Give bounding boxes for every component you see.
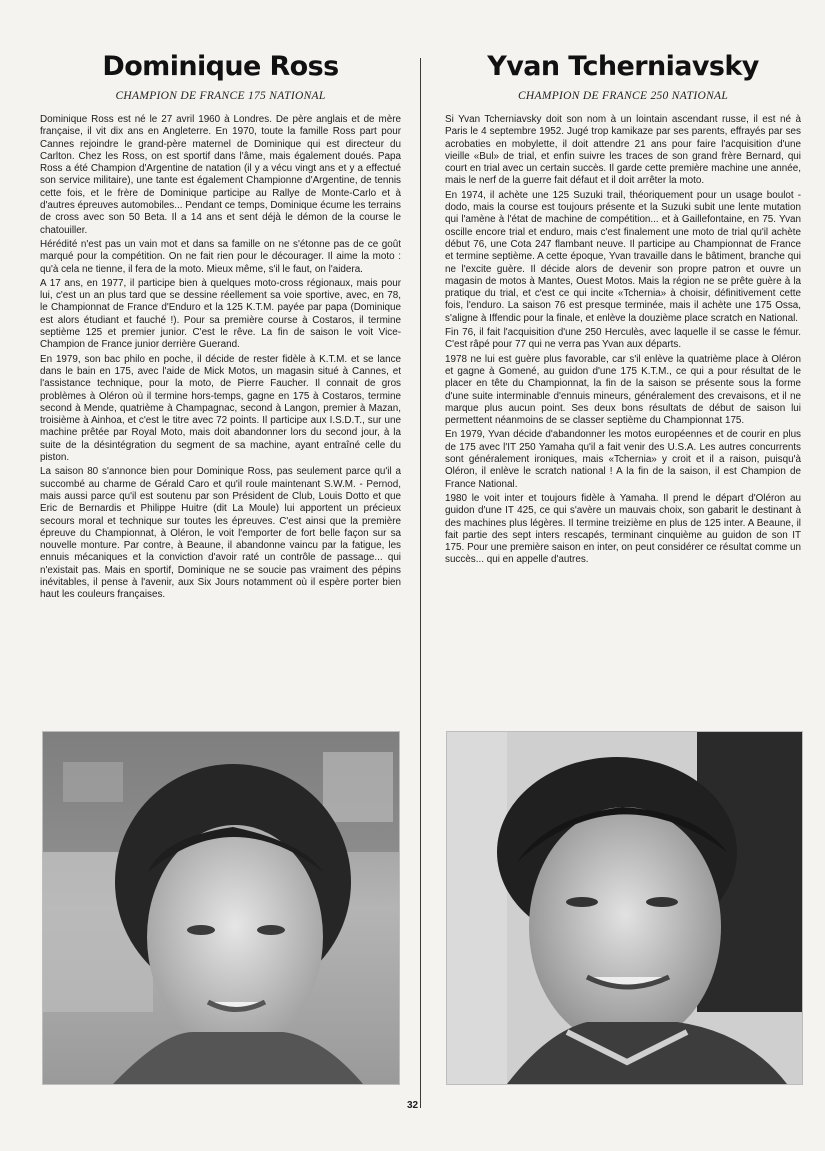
paragraph: 1978 ne lui est guère plus favorable, car s'il enlève la quatrième place à Oléron et gagne à Gomené, au guidon d'une 175 K.T.M., ce qui a pour résultat de le placer en tête du Championnat, la fin de la saison se présente sous la forme d'une suite interminable d'ennuis mineurs, généralement des crevaisons, et il ne marque plus aucun point. Ses deux bons résultats de début de saison lui permettent néanmoins de se classer septième du Championnat 175.	[445, 353, 801, 427]
article-body	[40, 114, 401, 602]
paragraph: Hérédité n'est pas un vain mot et dans sa famille on ne s'étonne pas de ce goût marqué pour la compétition. On ne fait rien pour le décourager. Il aime la moto : qu'à cela ne tienne, il fera de la moto. Mieux même, s'il le faut, on l'aidera.	[40, 238, 401, 275]
article-dominique-ross	[40, 50, 401, 604]
paragraph: En 1979, son bac philo en poche, il décide de rester fidèle à K.T.M. et se lance dans le bain en 175, avec l'aide de Mick Motos, un magasin situé à Cannes, et l'assistance technique, pour la moto, de Pierre Faucher. Il connait de gros problèmes à Oléron où il termine hors-temps, gagne en 175 à Costaros, termine second à Mende, quatrième à Champagnac, second à Langon, premier à Mazan, troisième à Ainhoa, et c'est le titre avec 72 points. Il participe aux I.S.D.T., sur une machine prêtée par Royal Moto, mais doit abandonner lors du second jour, à la suite de la désintégration du segment de sa machine, ayant entraîné celle du piston.	[40, 353, 401, 464]
paragraph: En 1974, il achète une 125 Suzuki trail, théoriquement pour un usage boulot - dodo, mais la course est toujours présente et la Suzuki subit une lente mutation qui l'amène à l'état de machine de compétition... et à Gaillefontaine, en 75. Yvan oscille encore trial et enduro, mais c'est finalement une moto de trial qu'il achète début 76, une Cota 247 flambant neuve. Il participe au Championnat de France et termine septième. A cette époque, Yvan travaille dans le bâtiment, branche qui ne l'excite guère. Il décide alors de devenir son propre patron et ouvre un magasin de motos à Mantes, Ouest Motos. Mais la région ne se prête guère à la pratique du trial, et c'est ce qui incite «Tchernia» à choisir, définitivement cette fois, l'enduro. La saison 76 est presque terminée, mais il achète une 175 Ossa, s'aligne à Iffendic pour la finale, et enlève la douzième place scratch en National.	[445, 189, 801, 324]
title-subheading: CHAMPION DE FRANCE 250 NATIONAL	[517, 90, 729, 102]
page-number: 32	[406, 1100, 419, 1111]
paragraph: Dominique Ross est né le 27 avril 1960 à Londres. De père anglais et de mère française, il vit dix ans en Angleterre. En 1970, toute la famille Ross part pour Cannes rejoindre le grand-père maternel de Dominique qui est directeur du Carlton. Chez les Ross, on est sportif dans l'âme, mais également doués. Papa Ross a été Champion d'Argentine de natation (il y a vécu vingt ans et y a effectué son service militaire), une tante est également Championne d'Argentine, de tennis cette fois, et le frère de Dominique participe au Rallye de Monte-Carlo et à d'autres épreuves automobiles... Pendant ce temps, Dominique écume les terrains de cross avec son 50 Beta. Il a 14 ans et sent déjà le démon de la course le chatouiller.	[40, 114, 401, 236]
paragraph: A 17 ans, en 1977, il participe bien à quelques moto-cross régionaux, mais pour lui, c'est un an plus tard que se dessine réellement sa voie sportive, avec, en 78, le Championnat de France d'Enduro et la 125 K.T.M. payée par papa (Dominique est alors étudiant et fauché !). Pour sa première course à Costaros, il termine septième 125 et premier junior. C'est le rêve. La fin de saison le voit Vice-Champion de France junior derrière Guerand.	[40, 277, 401, 351]
article-yvan-tcherniavsky	[445, 50, 801, 569]
rider-name-heading: Dominique Ross	[102, 51, 339, 82]
article-body	[445, 114, 801, 567]
paragraph: 1980 le voit inter et toujours fidèle à Yamaha. Il prend le départ d'Oléron au guidon d'une IT 425, ce qui s'avère un mauvais choix, son gabarit le destinant à des machines plus légères. Il termine treizième en plus de 125 inter. A Beaune, il fait partie des sept inters rescapés, terminant cinquième au guidon de son IT 175. Pour une première saison en inter, on peut considérer ce résultat comme un succès... qui en appelle d'autres.	[445, 492, 801, 566]
rider-name-heading: Yvan Tcherniavsky	[487, 51, 759, 82]
title-subheading: CHAMPION DE FRANCE 175 NATIONAL	[115, 90, 326, 102]
paragraph: Si Yvan Tcherniavsky doit son nom à un lointain ascendant russe, il est né à Paris le 4 septembre 1952. Jugé trop kamikaze par ses parents, effrayés par ses acrobaties en mobylette, il doit attendre 21 ans pour faire l'acquisition d'une vieille «Bul» de trial, et enfin suivre les traces de son grand frère Bernard, qui court en trial avec un certain succès. Il garde cette première machine une année, mais le nerf de la guerre fait défaut et il doit arrêter la moto.	[445, 114, 801, 187]
paragraph: La saison 80 s'annonce bien pour Dominique Ross, pas seulement parce qu'il a succombé au charme de Gérald Caro et qu'il roule maintenant S.W.M. - Pernod, mais aussi parce qu'il est soutenu par son Président de Club, Louis Dotto et que Eric de Bernardis et Philippe Huitre (dit La Moule) lui apportent un précieux secours moral et technique sur toutes les épreuves. C'est ainsi que la première épreuve du Championnat, à Oléron, le voit l'emporter de fort belle façon sur sa nouvelle monture. Par contre, à Beaune, il abandonne vaincu par la fatigue, les ennuis mécaniques et la conviction d'avoir raté un contrôle de passage... qui n'existait pas. Mais en sportif, Dominique ne se soucie pas vraiment des pépins inévitables, il pense à l'avenir, aux Six Jours notamment où il espère porter bien haut les couleurs françaises.	[40, 466, 401, 601]
paragraph: En 1979, Yvan décide d'abandonner les motos européennes et de courir en plus de 175 avec l'IT 250 Yamaha qu'il a fait venir des U.S.A. Les autres concurrents sont généralement ironiques, mais «Tchernia» y croit et il a raison, puisqu'à Oléron, il enlève le scratch national ! A la fin de la saison, il est Champion de France National.	[445, 429, 801, 490]
portrait-photo-yvan-tcherniavsky	[446, 731, 803, 1085]
portrait-photo-dominique-ross	[42, 731, 400, 1085]
paragraph: Fin 76, il fait l'acquisition d'une 250 Herculès, avec laquelle il se casse le fémur. C'est râpé pour 77 qui ne verra pas Yvan aux départs.	[445, 327, 801, 351]
column-divider	[420, 58, 421, 1108]
